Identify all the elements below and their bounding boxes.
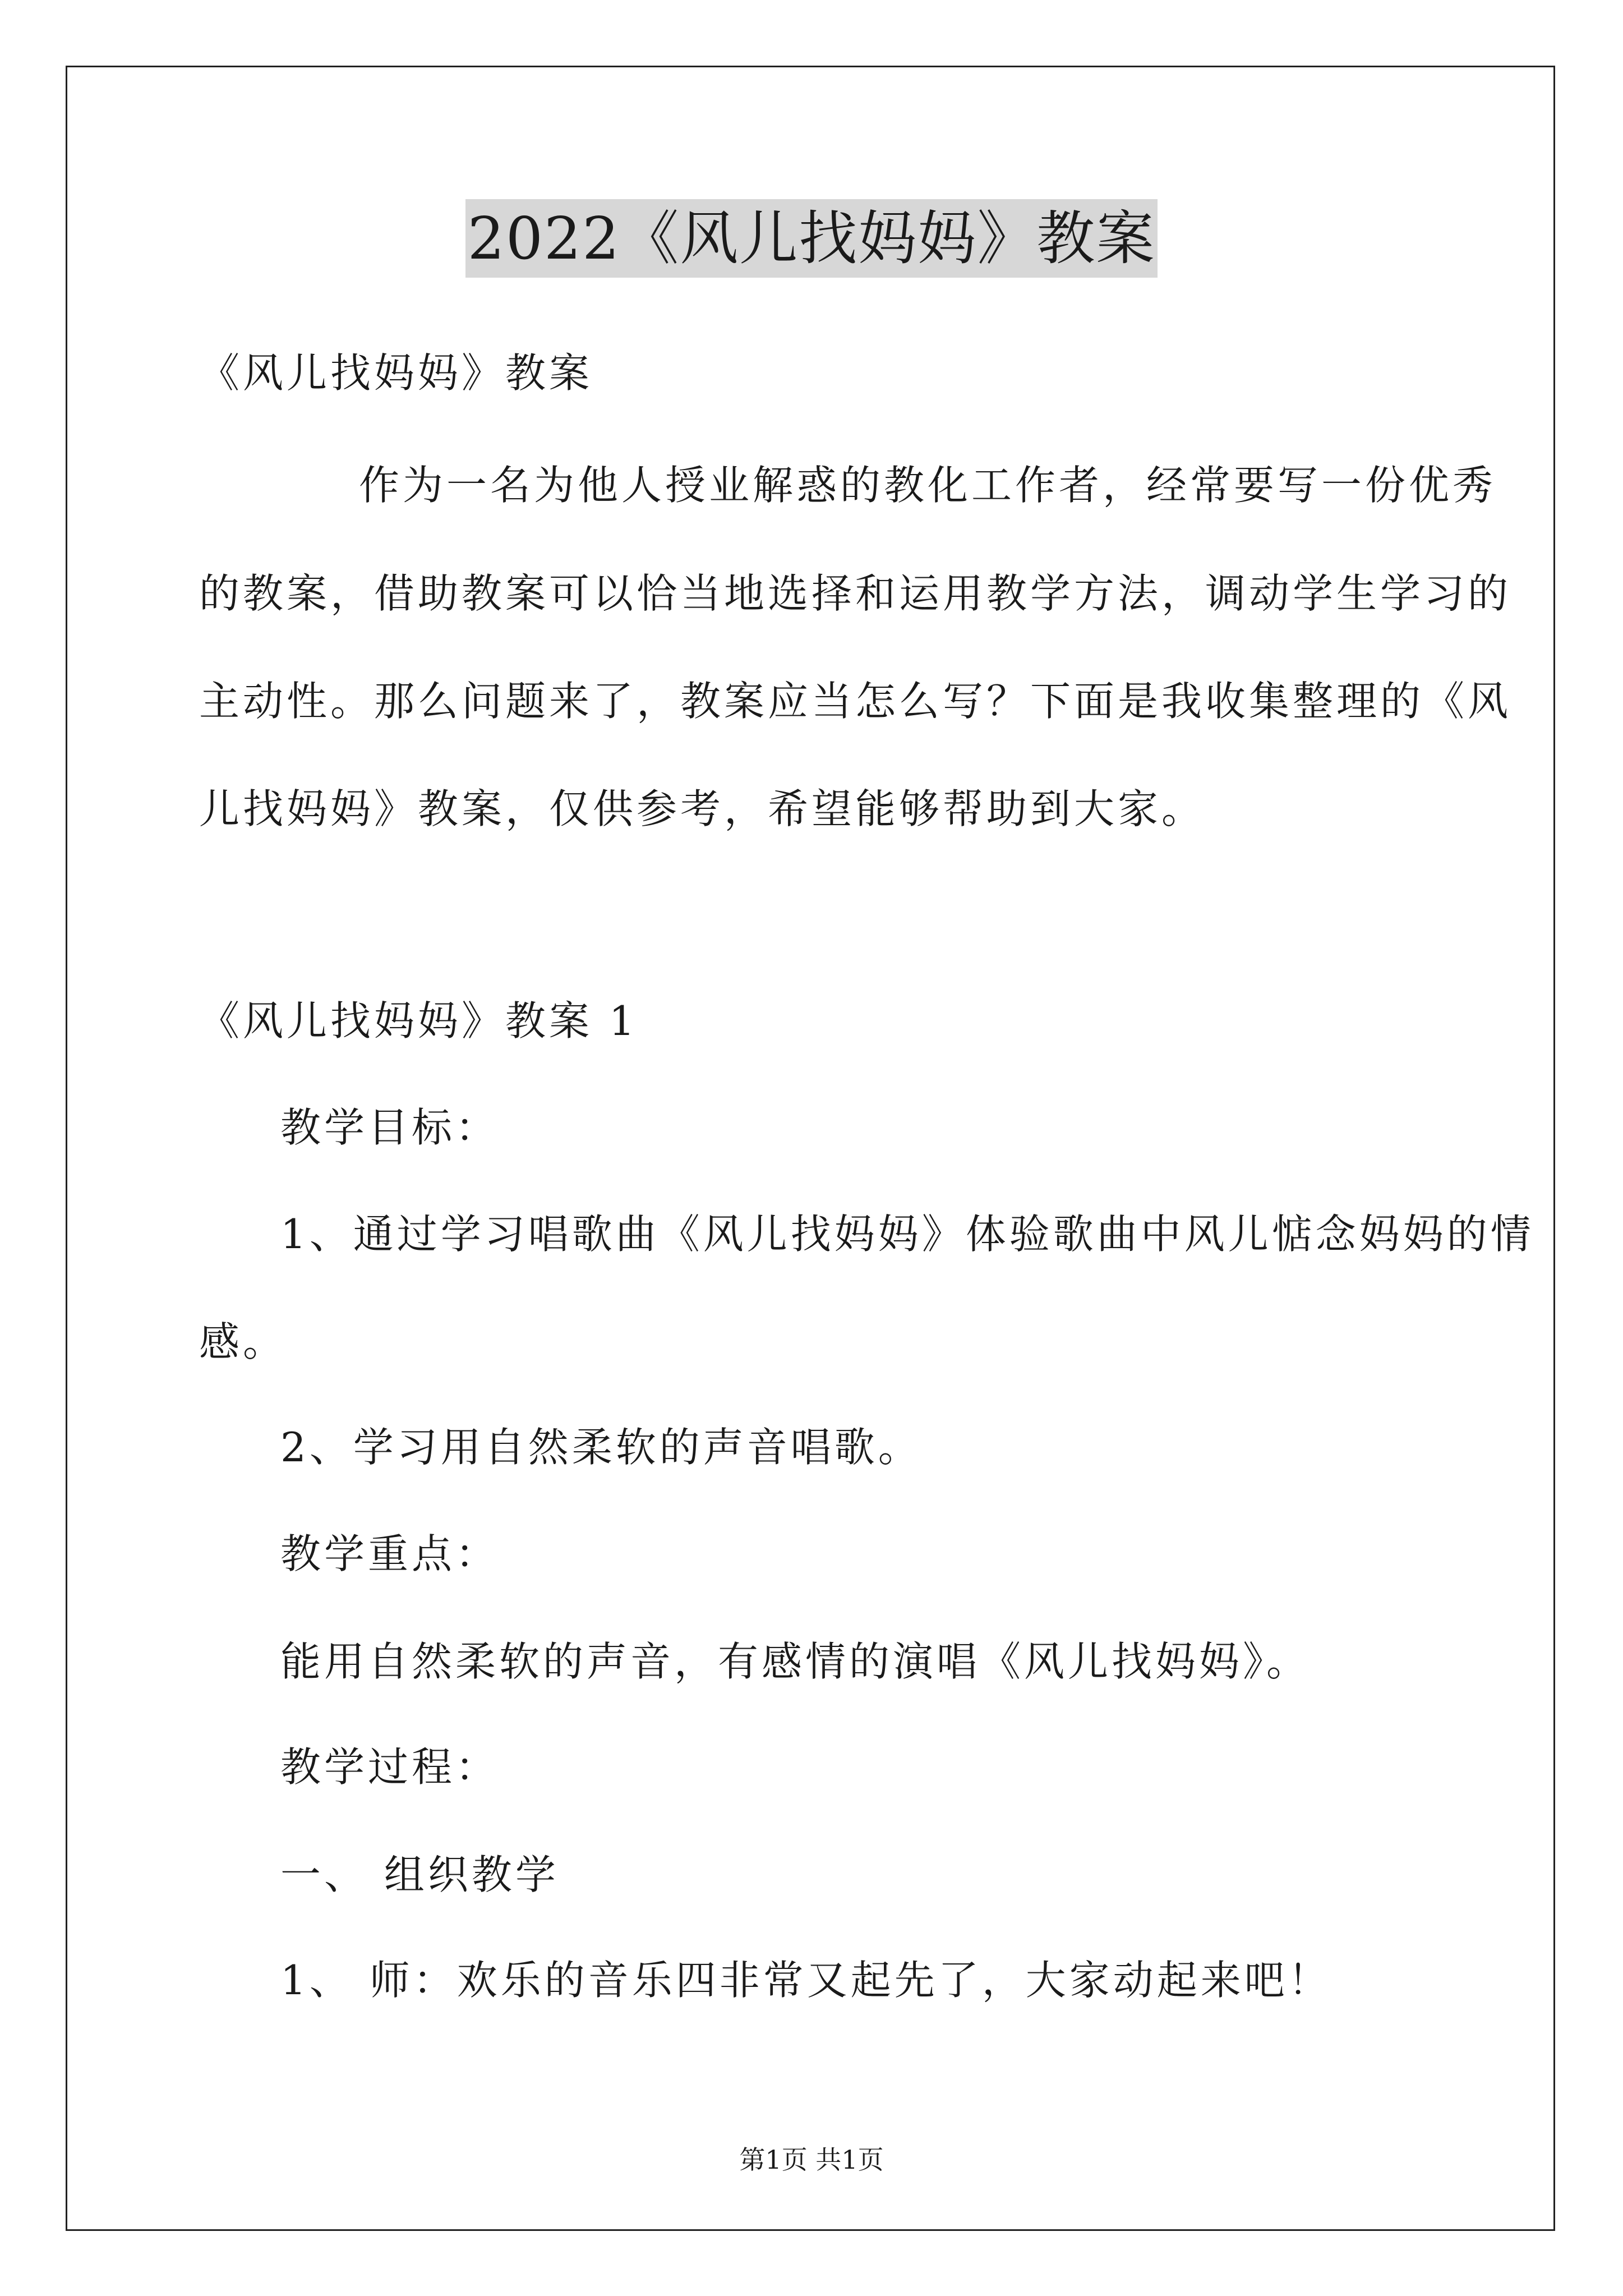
objectives-heading: 教学目标： [280,1104,500,1151]
process-heading: 教学过程： [280,1743,500,1791]
key-points-heading: 教学重点： [280,1530,500,1577]
intro-line-1: 作为一名为他人授业解惑的教化工作者，经常要写一份优秀 [359,462,1497,509]
step-one: 一、 组织教学 [280,1851,559,1898]
objective-1-line-1: 1、通过学习唱歌曲《风儿找妈妈》体验歌曲中风儿惦念妈妈的情 [280,1211,1534,1258]
intro-line-4: 儿找妈妈》教案，仅供参考，希望能够帮助到大家。 [199,785,1206,832]
page-footer: 第1页 共1页 [739,2145,884,2175]
step-one-item-1: 1、 师：欢乐的音乐四非常又起先了，大家动起来吧！ [280,1957,1332,2004]
section-heading: 《风儿找妈妈》教案 1 [199,997,638,1045]
intro-line-3: 主动性。那么问题来了，教案应当怎么写？下面是我收集整理的《风 [199,678,1512,725]
key-points-text: 能用自然柔软的声音，有感情的演唱《风儿找妈妈》。 [280,1638,1311,1685]
objective-2: 2、学习用自然柔软的声音唱歌。 [280,1424,922,1471]
title-container [0,199,1623,278]
document-title: 2022《风儿找妈妈》教案 [465,199,1158,278]
subtitle: 《风儿找妈妈》教案 [199,349,593,397]
objective-1-line-2: 感。 [199,1318,287,1365]
intro-line-2: 的教案，借助教案可以恰当地选择和运用教学方法，调动学生学习的 [199,570,1512,617]
